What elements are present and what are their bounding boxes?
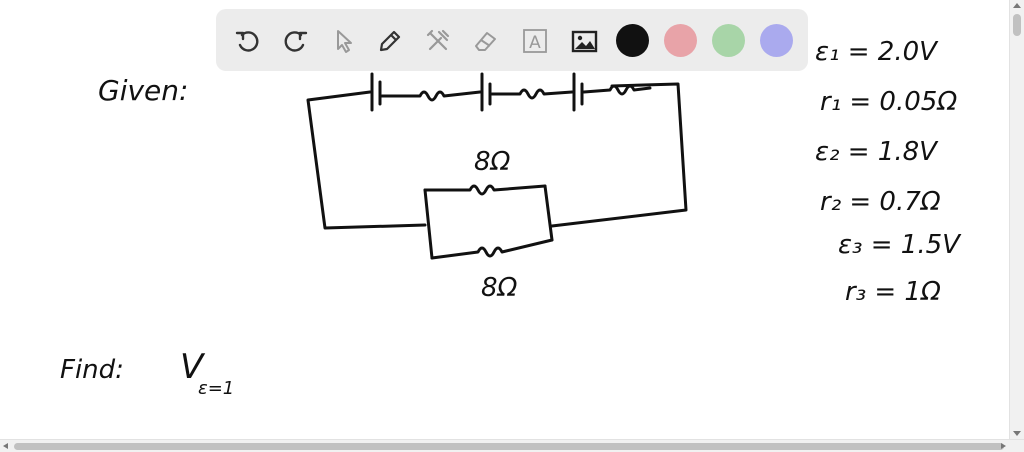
pen-icon bbox=[376, 27, 404, 55]
drawing-toolbar bbox=[216, 9, 808, 71]
text-tool-button[interactable] bbox=[518, 24, 552, 58]
parallel-branch-top bbox=[425, 186, 545, 194]
image-tool-button[interactable] bbox=[567, 24, 601, 58]
internal-resistor-2 bbox=[492, 90, 572, 98]
given-label: Given: bbox=[98, 74, 189, 107]
color-swatch-green[interactable] bbox=[712, 24, 745, 57]
parallel-branch-bottom bbox=[432, 240, 552, 258]
scroll-down-arrow-icon[interactable] bbox=[1013, 431, 1021, 436]
given-value-r-3: r₃ = 1Ω bbox=[845, 277, 941, 307]
horizontal-scrollbar-thumb[interactable] bbox=[14, 443, 1004, 450]
pen-tool-button[interactable] bbox=[373, 24, 407, 58]
battery-3 bbox=[574, 74, 582, 110]
undo-icon bbox=[234, 27, 262, 55]
image-icon bbox=[570, 27, 598, 55]
given-value-r-2: r₂ = 0.7Ω bbox=[820, 187, 941, 217]
given-value-r-1: r₁ = 0.05Ω bbox=[820, 87, 958, 117]
given-value-emf-3: ε₃ = 1.5V bbox=[838, 230, 960, 260]
color-swatch-pink[interactable] bbox=[664, 24, 697, 57]
scroll-up-arrow-icon[interactable] bbox=[1013, 3, 1021, 8]
resistor-bottom-label: 8Ω bbox=[481, 273, 518, 303]
battery-1 bbox=[372, 74, 380, 110]
parallel-right-wire bbox=[545, 186, 552, 240]
given-value-emf-1: ε₁ = 2.0V bbox=[815, 37, 937, 67]
horizontal-scrollbar[interactable] bbox=[0, 439, 1024, 452]
color-swatch-purple[interactable] bbox=[760, 24, 793, 57]
find-label: Find: bbox=[60, 355, 124, 385]
color-swatch-black[interactable] bbox=[616, 24, 649, 57]
redo-icon bbox=[281, 27, 309, 55]
scroll-right-arrow-icon[interactable] bbox=[1001, 443, 1006, 449]
scroll-left-arrow-icon[interactable] bbox=[3, 443, 8, 449]
tools-icon bbox=[424, 27, 452, 55]
eraser-icon bbox=[471, 27, 499, 55]
internal-resistor-3 bbox=[584, 86, 650, 94]
given-value-emf-2: ε₂ = 1.8V bbox=[815, 137, 937, 167]
tools-button[interactable] bbox=[421, 24, 455, 58]
resistor-top-label: 8Ω bbox=[474, 147, 511, 177]
svg-text:A: A bbox=[529, 33, 541, 53]
select-tool-button[interactable] bbox=[327, 24, 361, 58]
vertical-scrollbar-thumb[interactable] bbox=[1013, 14, 1021, 36]
vertical-scrollbar[interactable] bbox=[1009, 0, 1024, 440]
redo-button[interactable] bbox=[278, 24, 312, 58]
text-icon bbox=[521, 27, 549, 55]
eraser-tool-button[interactable] bbox=[468, 24, 502, 58]
circuit-wire bbox=[552, 84, 686, 226]
find-symbol: V bbox=[180, 347, 204, 387]
battery-2 bbox=[482, 74, 490, 110]
circuit-wire bbox=[308, 92, 425, 228]
internal-resistor-1 bbox=[382, 92, 480, 100]
select-arrow-icon bbox=[330, 27, 358, 55]
undo-button[interactable] bbox=[231, 24, 265, 58]
find-subscript: ε=1 bbox=[198, 378, 235, 399]
